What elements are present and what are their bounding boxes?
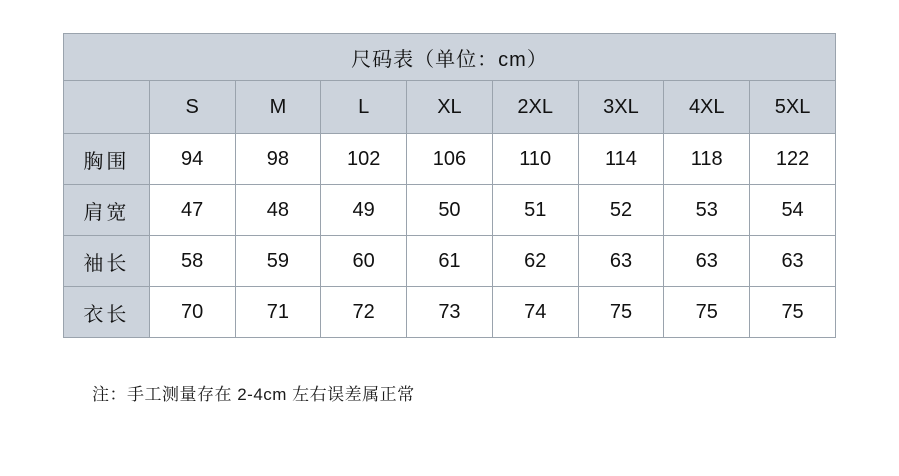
header-size-m: M bbox=[235, 81, 321, 134]
cell-length-2xl: 74 bbox=[492, 287, 578, 338]
cell-chest-3xl: 114 bbox=[578, 134, 664, 185]
cell-shoulder-5xl: 54 bbox=[750, 185, 836, 236]
row-label-sleeve: 袖长 bbox=[64, 236, 150, 287]
cell-chest-xl: 106 bbox=[407, 134, 493, 185]
header-size-3xl: 3XL bbox=[578, 81, 664, 134]
cell-sleeve-4xl: 63 bbox=[664, 236, 750, 287]
cell-sleeve-m: 59 bbox=[235, 236, 321, 287]
size-table bbox=[63, 33, 836, 338]
header-corner-cell bbox=[64, 81, 150, 134]
cell-shoulder-2xl: 51 bbox=[492, 185, 578, 236]
cell-length-l: 72 bbox=[321, 287, 407, 338]
cell-shoulder-s: 47 bbox=[149, 185, 235, 236]
cell-length-m: 71 bbox=[235, 287, 321, 338]
cell-chest-2xl: 110 bbox=[492, 134, 578, 185]
row-label-shoulder: 肩宽 bbox=[64, 185, 150, 236]
cell-sleeve-s: 58 bbox=[149, 236, 235, 287]
cell-chest-s: 94 bbox=[149, 134, 235, 185]
measurement-note: 注：手工测量存在 2-4cm 左右误差属正常 bbox=[92, 385, 415, 404]
header-size-xl: XL bbox=[407, 81, 493, 134]
table-title-row bbox=[64, 34, 836, 81]
cell-length-5xl: 75 bbox=[750, 287, 836, 338]
cell-chest-l: 102 bbox=[321, 134, 407, 185]
cell-shoulder-3xl: 52 bbox=[578, 185, 664, 236]
header-size-s: S bbox=[149, 81, 235, 134]
cell-chest-5xl: 122 bbox=[750, 134, 836, 185]
row-label-length: 衣长 bbox=[64, 287, 150, 338]
cell-chest-m: 98 bbox=[235, 134, 321, 185]
cell-chest-4xl: 118 bbox=[664, 134, 750, 185]
cell-sleeve-3xl: 63 bbox=[578, 236, 664, 287]
table-header-row bbox=[64, 81, 836, 134]
table-row bbox=[64, 287, 836, 338]
cell-shoulder-xl: 50 bbox=[407, 185, 493, 236]
header-size-2xl: 2XL bbox=[492, 81, 578, 134]
table-title: 尺码表（单位：cm） bbox=[64, 34, 836, 81]
size-table-container bbox=[63, 33, 836, 338]
table-row bbox=[64, 185, 836, 236]
cell-sleeve-xl: 61 bbox=[407, 236, 493, 287]
cell-sleeve-l: 60 bbox=[321, 236, 407, 287]
cell-shoulder-m: 48 bbox=[235, 185, 321, 236]
header-size-4xl: 4XL bbox=[664, 81, 750, 134]
table-row bbox=[64, 134, 836, 185]
cell-sleeve-2xl: 62 bbox=[492, 236, 578, 287]
cell-shoulder-l: 49 bbox=[321, 185, 407, 236]
row-label-chest: 胸围 bbox=[64, 134, 150, 185]
header-size-l: L bbox=[321, 81, 407, 134]
cell-length-4xl: 75 bbox=[664, 287, 750, 338]
cell-shoulder-4xl: 53 bbox=[664, 185, 750, 236]
cell-length-3xl: 75 bbox=[578, 287, 664, 338]
cell-sleeve-5xl: 63 bbox=[750, 236, 836, 287]
cell-length-s: 70 bbox=[149, 287, 235, 338]
table-row bbox=[64, 236, 836, 287]
cell-length-xl: 73 bbox=[407, 287, 493, 338]
header-size-5xl: 5XL bbox=[750, 81, 836, 134]
